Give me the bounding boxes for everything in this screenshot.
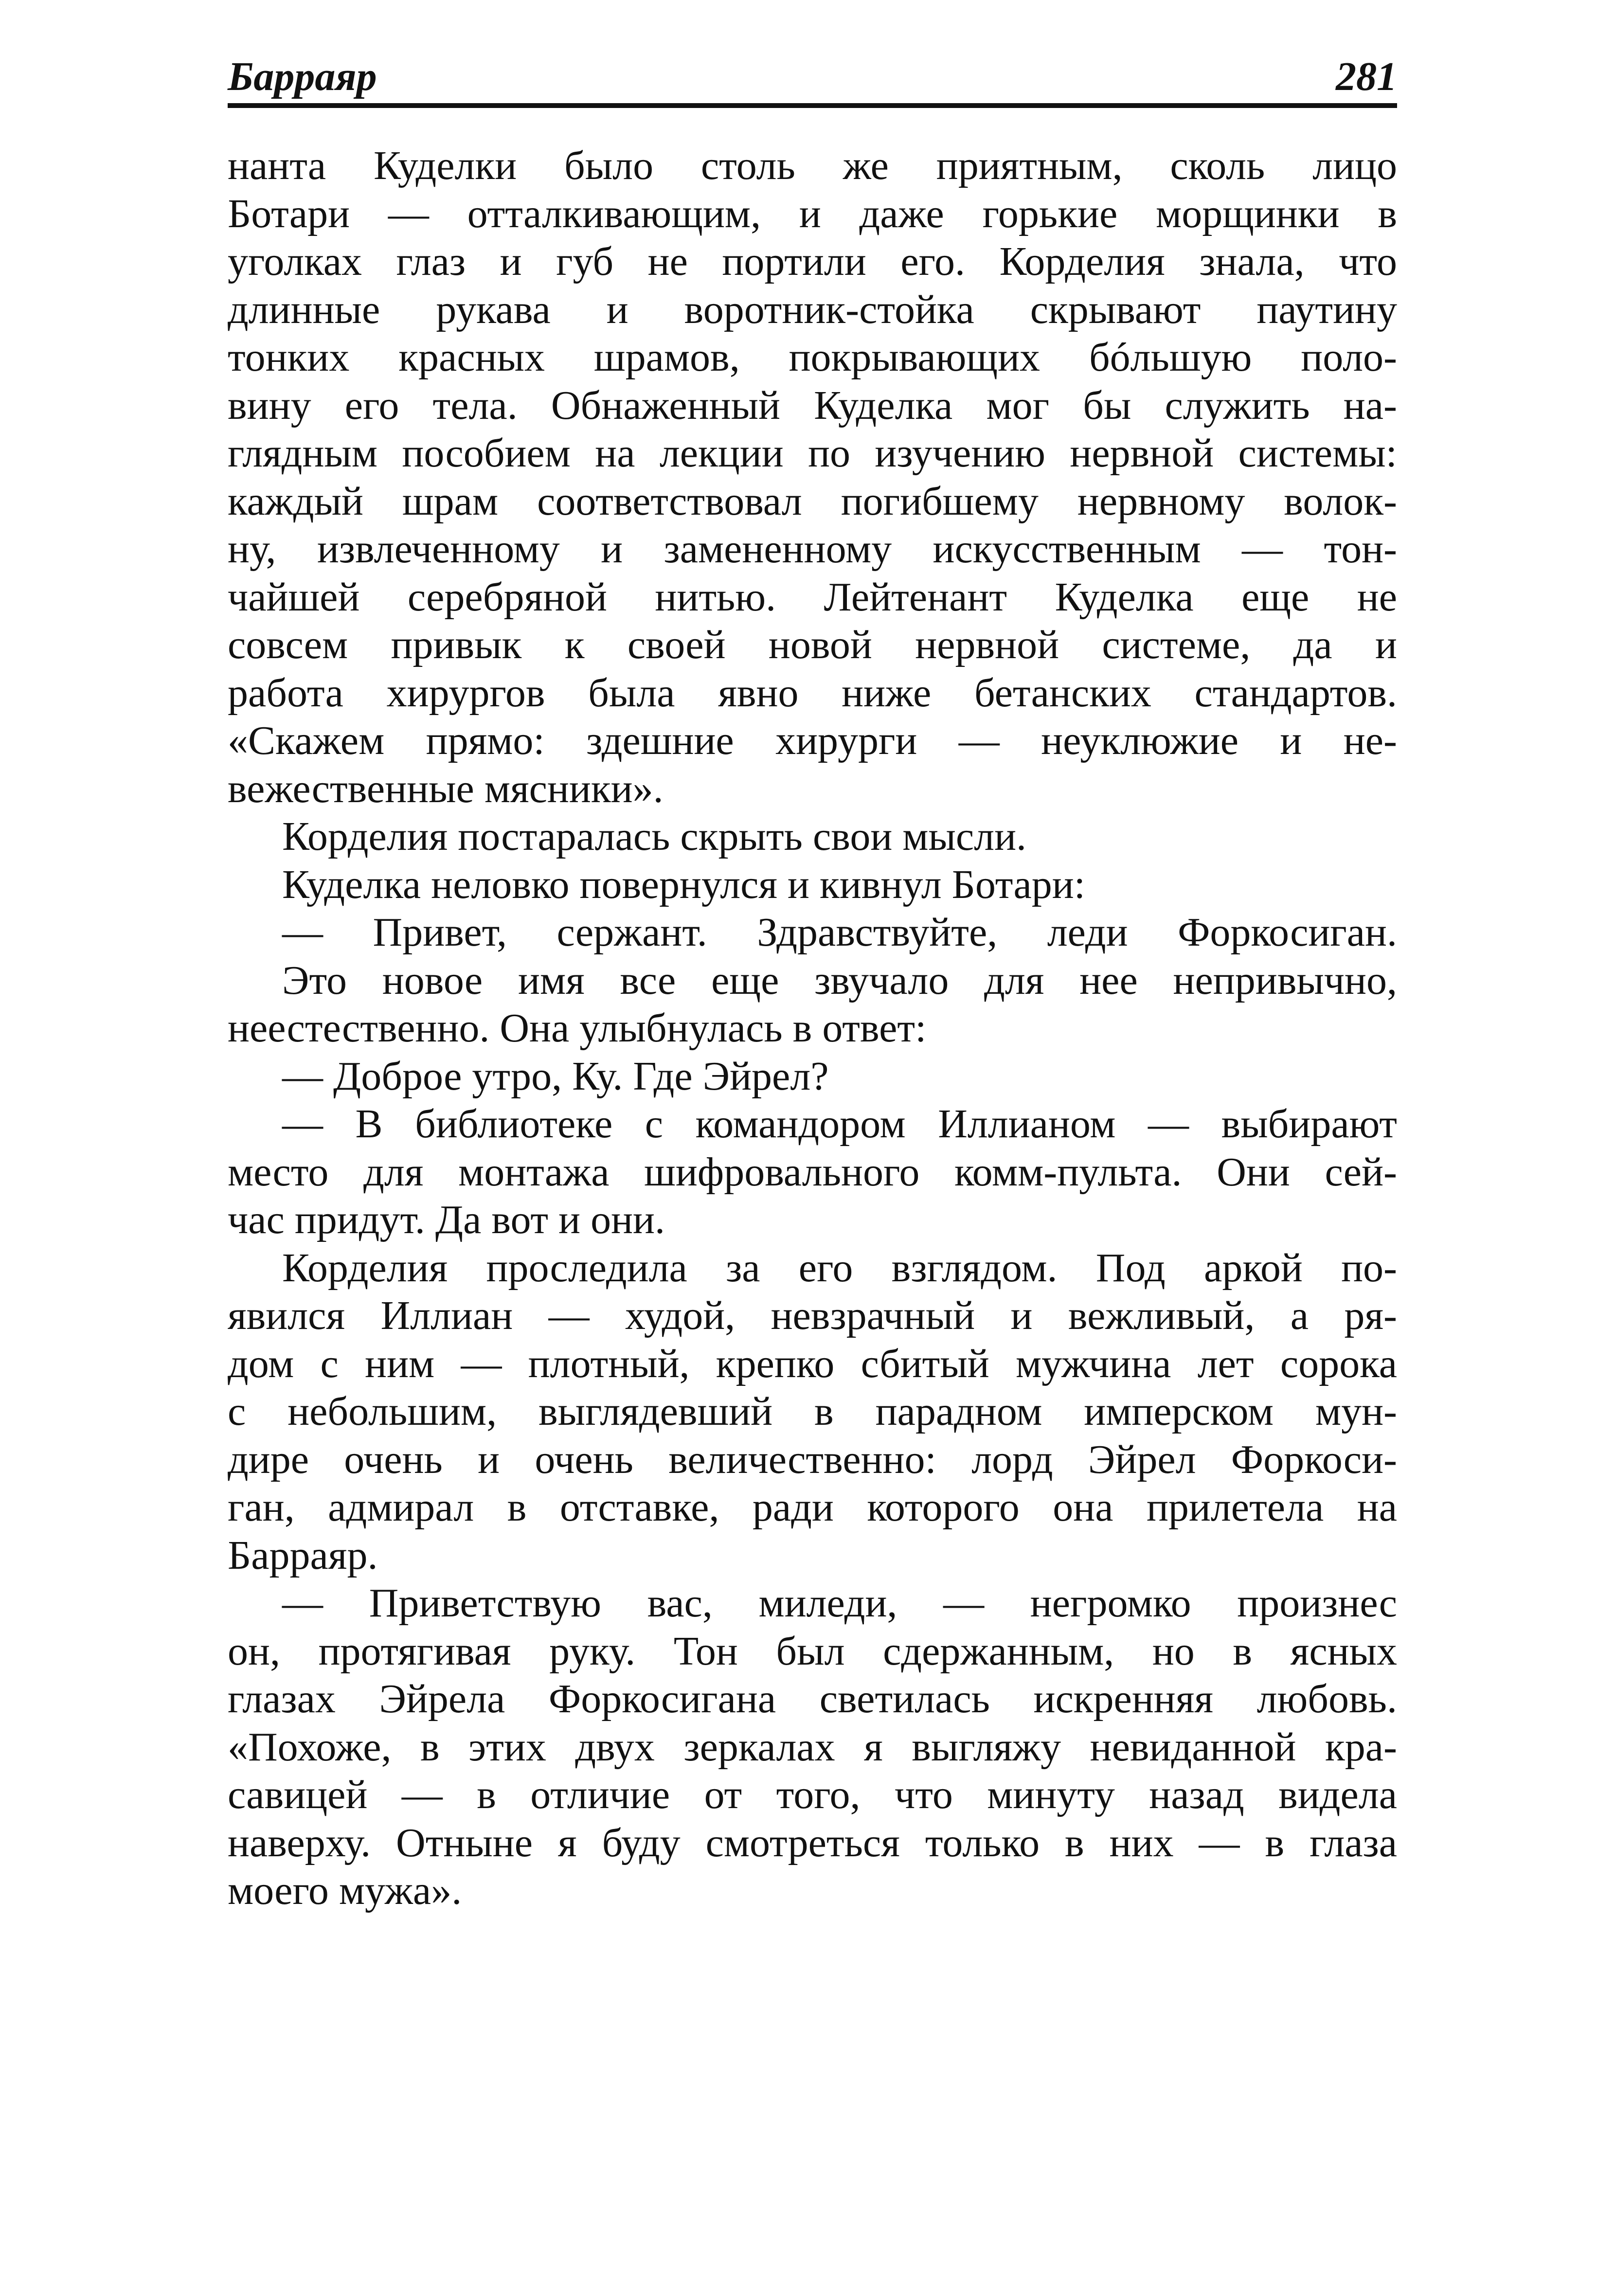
text-line: — Привет, сержант. Здравствуйте, леди Форкосиган. [282,910,1397,955]
text-line: Куделка неловко повернулся и кивнул Ботари: [282,861,1086,907]
text-line: уголках глаз и губ не портили его. Корделия знала, что [228,239,1397,284]
text-line: — Доброе утро, Ку. Где Эйрел? [282,1053,829,1099]
text-line: час придут. Да вот и они. [228,1197,665,1242]
text-line: Корделия проследила за его взглядом. Под аркой по- [282,1245,1397,1291]
text-line: чайшей серебряной нитью. Лейтенант Куделка еще не [228,574,1397,620]
text-line: явился Иллиан — худой, невзрачный и вежливый, а ря- [228,1293,1397,1338]
text-line: «Скажем прямо: здешние хирурги — неуклюжие и не- [228,718,1397,763]
text-line: длинные рукава и воротник-стойка скрывают паутину [228,287,1397,332]
text-line: Это новое имя все еще звучало для нее непривычно, [282,957,1397,1003]
text-line: «Похоже, в этих двух зеркалах я выгляжу невиданной кра- [228,1724,1397,1770]
text-line: нанта Куделки было столь же приятным, сколь лицо [228,143,1397,188]
text-line: каждый шрам соответствовал погибшему нервному волок- [228,478,1397,524]
page-number: 281 [1336,54,1397,99]
text-line: место для монтажа шифровального комм-пульта. Они сей- [228,1149,1397,1195]
running-title: Барраяр [228,54,377,99]
text-line: наверху. Отныне я буду смотреться только в них — в глаза [228,1820,1397,1866]
text-line: моего мужа». [228,1868,462,1913]
text-line: — В библиотеке с командором Иллианом — выбирают [282,1101,1397,1147]
text-line: Ботари — отталкивающим, и даже горькие морщинки в [228,191,1397,236]
text-line: неестественно. Она улыбнулась в ответ: [228,1005,927,1051]
text-line: дире очень и очень величественно: лорд Эйрел Форкоси- [228,1436,1397,1482]
text-line: вежественные мясники». [228,766,664,811]
text-line: вину его тела. Обнаженный Куделка мог бы служить на- [228,382,1397,428]
text-line: ган, адмирал в отставке, ради которого она прилетела на [228,1485,1397,1530]
body-text [228,142,1397,1915]
text-line: с небольшим, выглядевший в парадном имперском мун- [228,1389,1397,1434]
text-line: работа хирургов была явно ниже бетанских стандартов. [228,670,1397,716]
text-line: Барраяр. [228,1532,378,1578]
text-line: дом с ним — плотный, крепко сбитый мужчина лет сорока [228,1341,1397,1386]
text-line: он, протягивая руку. Тон был сдержанным, но в ясных [228,1628,1397,1674]
text-line: глазах Эйрела Форкосигана светилась искренняя любовь. [228,1676,1397,1722]
text-line: ну, извлеченному и замененному искусственным — тон- [228,526,1397,572]
text-line: тонких красных шрамов, покрывающих бóльшую поло- [228,335,1397,380]
text-line: савицей — в отличие от того, что минуту назад видела [228,1772,1397,1817]
text-line: Корделия постаралась скрыть свои мысли. [282,814,1027,859]
header-rule [228,103,1397,108]
page-header [228,53,1397,110]
text-line: совсем привык к своей новой нервной системе, да и [228,622,1397,667]
text-line: глядным пособием на лекции по изучению нервной системы: [228,430,1397,476]
text-line: — Приветствую вас, миледи, — негромко произнес [282,1580,1397,1626]
